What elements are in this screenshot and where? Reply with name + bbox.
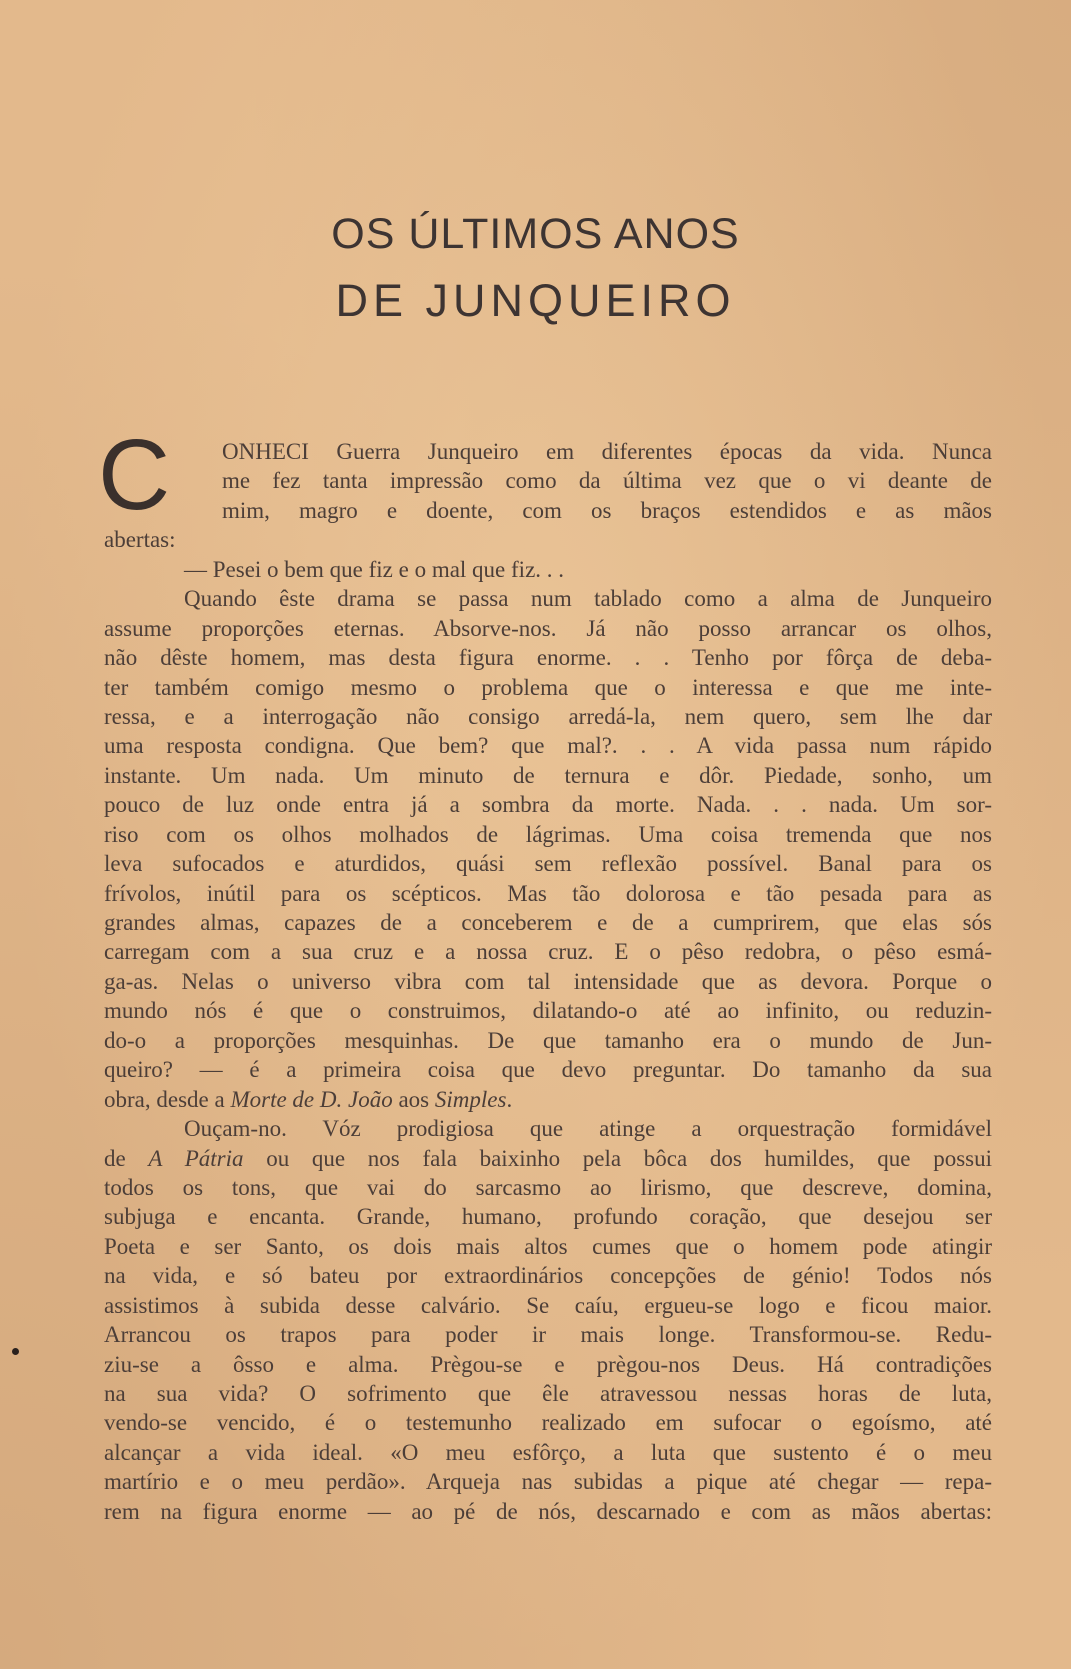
text-line: vendo-se vencido, é o testemunho realizado em sufocar o egoísmo, até <box>104 1410 992 1436</box>
text-line: instante. Um nada. Um minuto de ternura e dôr. Piedade, sonho, um <box>104 762 992 788</box>
text-line: na sua vida? O sofrimento que êle atravessou nessas horas de luta, <box>104 1381 992 1406</box>
work-title: A Pátria <box>148 1145 244 1171</box>
text-span: ou que nos fala baixinho pela bôca dos humildes, que possui <box>243 1145 992 1171</box>
text-span: . <box>506 1086 513 1112</box>
text-line: assistimos à subida desse calvário. Se caíu, ergueu-se logo e ficou maior. <box>104 1292 992 1318</box>
text-line: pouco de luz onde entra já a sombra da morte. Nada. . . nada. Um sor- <box>104 792 992 818</box>
text-line: do-o a proporções mesquinhas. De que tamanho era o mundo de Jun- <box>104 1027 992 1053</box>
text-line: assume proporções eternas. Absorve-nos. Já não posso arrancar os olhos, <box>104 615 992 641</box>
text-line: Poeta e ser Santo, os dois mais altos cumes que o homem pode atingir <box>104 1233 992 1259</box>
text-line: leva sufocados e aturdidos, quási sem reflexão possível. Banal para os <box>104 851 992 877</box>
text-line: me fez tanta impressão como da última vez que o vi deante de <box>222 468 992 494</box>
text-line: subjuga e encanta. Grande, humano, profundo coração, que desejou ser <box>104 1204 992 1230</box>
drop-cap: C <box>98 419 171 531</box>
work-title: Simples <box>434 1086 507 1112</box>
text-line: Arrancou os trapos para poder ir mais longe. Transformou-se. Redu- <box>104 1322 992 1348</box>
text-line: na vida, e só bateu por extraordinários concepções de génio! Todos nós <box>104 1263 992 1289</box>
text-line: queiro? — é a primeira coisa que devo preguntar. Do tamanho da sua <box>104 1057 992 1083</box>
text-line: uma resposta condigna. Que bem? que mal?. . . A vida passa num rápido <box>104 733 992 759</box>
text-line: riso com os olhos molhados de lágrimas. Uma coisa tremenda que nos <box>104 821 992 847</box>
chapter-title-line-1: OS ÚLTIMOS ANOS <box>331 210 740 258</box>
text-line <box>104 1144 992 1173</box>
text-line: — Pesei o bem que fiz e o mal que fiz. . . <box>184 556 565 582</box>
text-line: ziu-se a ôsso e alma. Prègou-se e prègou-nos Deus. Há contradições <box>104 1351 992 1377</box>
text-line: todos os tons, que vai do sarcasmo ao lirismo, que descreve, domina, <box>104 1174 992 1200</box>
text-line: ressa, e a interrogação não consigo arredá-la, nem quero, sem lhe dar <box>104 703 992 729</box>
text-line: mundo nós é que o construimos, dilatando-o até ao infinito, ou reduzin- <box>104 998 992 1024</box>
text-line: frívolos, inútil para os scépticos. Mas tão dolorosa e tão pesada para as <box>104 880 992 906</box>
text-line: alcançar a vida ideal. «O meu esfôrço, a luta que sustento é o meu <box>104 1439 992 1465</box>
ink-spot <box>12 1348 19 1355</box>
text-line: ONHECI Guerra Junqueiro em diferentes épocas da vida. Nunca <box>222 439 992 464</box>
text-line: grandes almas, capazes de a conceberem e de a cumprirem, que elas sós <box>104 910 992 935</box>
text-line: martírio e o meu perdão». Arqueja nas subidas a pique até chegar — repa- <box>104 1469 992 1495</box>
body-text <box>104 437 992 1526</box>
text-span: aos <box>392 1086 435 1112</box>
chapter-title-line-2: DE JUNQUEIRO <box>335 275 736 326</box>
text-line: abertas: <box>104 527 176 553</box>
text-line: mim, magro e doente, com os braços estendidos e as mãos <box>222 497 992 523</box>
text-line <box>104 1085 992 1114</box>
text-line: rem na figura enorme — ao pé de nós, descarnado e com as mãos abertas: <box>104 1498 992 1524</box>
text-line: não dêste homem, mas desta figura enorme. . . Tenho por fôrça de deba- <box>104 645 992 671</box>
work-title: Morte de D. João <box>230 1086 393 1112</box>
text-span: de <box>104 1145 149 1171</box>
text-line: Ouçam-no. Vóz prodigiosa que atinge a orquestração formidável <box>184 1116 992 1142</box>
text-line: ter também comigo mesmo o problema que o interessa e que me inte- <box>104 674 992 700</box>
text-span: obra, desde a <box>104 1086 231 1112</box>
text-line: ga-as. Nelas o universo vibra com tal intensidade que as devora. Porque o <box>104 968 992 994</box>
text-line: carregam com a sua cruz e a nossa cruz. E o pêso redobra, o pêso esmá- <box>104 939 992 965</box>
text-line: Quando êste drama se passa num tablado como a alma de Junqueiro <box>184 586 992 612</box>
